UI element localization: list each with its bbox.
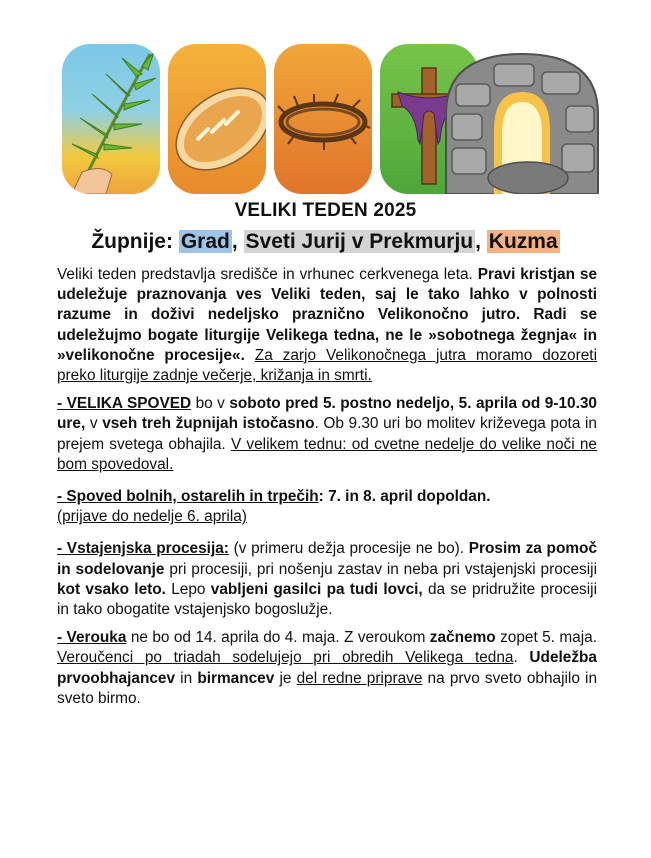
procession-text: (v primeru dežja procesije ne bo). <box>228 540 469 558</box>
procession-text: pri procesiji, pri nošenju zastav in neba pri vstajenjski procesiji <box>164 560 597 578</box>
confession-text: bo v <box>191 395 230 413</box>
sick-confession-note: (prijave do nedelje 6. aprila) <box>57 508 247 526</box>
sick-confession-label: - Spoved bolnih, ostarelih in trpečih <box>57 488 319 506</box>
crown-of-thorns-icon <box>274 44 372 194</box>
procession-bold: kot vsako leto. <box>57 580 166 598</box>
confession-text: v <box>85 415 103 433</box>
intro-underlined-text: Za zarjo Velikonočnega jutra moramo dozoreti preko liturgije zadnje večerje, križanja in smrti. <box>57 346 597 385</box>
catechism-text: in <box>175 669 198 687</box>
catechism-underlined: Veroučenci po triadah sodelujejo pri obredih Velikega tedna <box>57 649 514 667</box>
confession-date: soboto pred 5. postno nedeljo, 5. aprila od 9-10.30 ure, <box>57 395 597 433</box>
intro-bold-text: Pravi kristjan se udeležuje praznovanja ves Veliki teden, saj le tako lahko v polnosti razume in doživi nedeljsko praznično Velikonočno jutro. Radi se udeležujmo bogate liturgije Velikega tedna, ne le »sobotnega žegnja« in »velikonočne procesije«. <box>57 266 597 364</box>
bulletin-content <box>57 265 597 709</box>
parish-kuzma: Kuzma <box>488 230 558 253</box>
procession-label: - Vstajenjska procesija: <box>57 540 229 558</box>
palm-branch-icon <box>62 44 160 194</box>
parish-separator: , <box>231 230 244 253</box>
catechism-text: . <box>513 649 530 667</box>
catechism-text: na prvo sveto obhajilo in sveto birmo. <box>57 669 598 707</box>
holy-week-banner <box>62 44 602 194</box>
palm-panel <box>62 44 160 194</box>
confession-parishes: vseh treh župnijah istočasno <box>102 415 315 433</box>
catechism-paragraph <box>57 628 597 709</box>
catechism-text: zopet 5. maja. <box>495 629 597 647</box>
procession-text: Lepo <box>165 580 211 598</box>
bread-panel <box>168 44 266 194</box>
sick-confession-paragraph <box>57 487 597 527</box>
procession-bold: Prosim za pomoč in sodelovanje <box>57 540 598 578</box>
procession-text: da se pridružite procesiji in tako obogatite vstajenjsko bogoslužje. <box>57 580 597 619</box>
tomb-panel <box>442 44 602 194</box>
intro-text: Veliki teden predstavlja središče in vrhunec cerkvenega leta. <box>57 266 478 283</box>
bread-icon <box>168 44 266 194</box>
procession-bold: vabljeni gasilci pa tudi lovci, <box>210 580 423 598</box>
page-title: VELIKI TEDEN 2025 <box>234 200 417 221</box>
crown-panel <box>274 44 372 194</box>
parish-grad: Grad <box>180 230 230 253</box>
confession-note: V velikem tednu: od cvetne nedelje do velike noči ne bom spovedoval. <box>57 435 597 473</box>
parish-separator: , <box>475 230 487 253</box>
parishes-line <box>0 230 651 254</box>
catechism-underlined: del redne priprave <box>296 669 423 687</box>
sick-confession-date: : 7. in 8. april dopoldan. <box>318 488 491 506</box>
procession-paragraph <box>57 539 597 620</box>
confession-label: - VELIKA SPOVED <box>57 395 192 413</box>
intro-paragraph <box>57 265 597 386</box>
catechism-text: ne bo od 14. aprila do 4. maja. Z veroukom <box>126 629 430 647</box>
intro-space <box>245 347 255 364</box>
catechism-label: - Verouka <box>57 629 127 647</box>
parish-sveti-jurij: Sveti Jurij v Prekmurju <box>245 230 474 253</box>
confession-text: . Ob 9.30 uri bo molitev križevega pota in prejem svetega obhajila. <box>57 415 597 453</box>
parishes-prefix: Župnije: <box>91 230 179 253</box>
catechism-text: je <box>274 669 297 687</box>
confession-paragraph <box>57 394 597 475</box>
catechism-bold: Udeležba prvoobhajancev <box>57 649 597 687</box>
empty-tomb-icon <box>442 44 602 194</box>
catechism-bold: začnemo <box>429 629 496 647</box>
catechism-bold: birmancev <box>197 669 275 687</box>
